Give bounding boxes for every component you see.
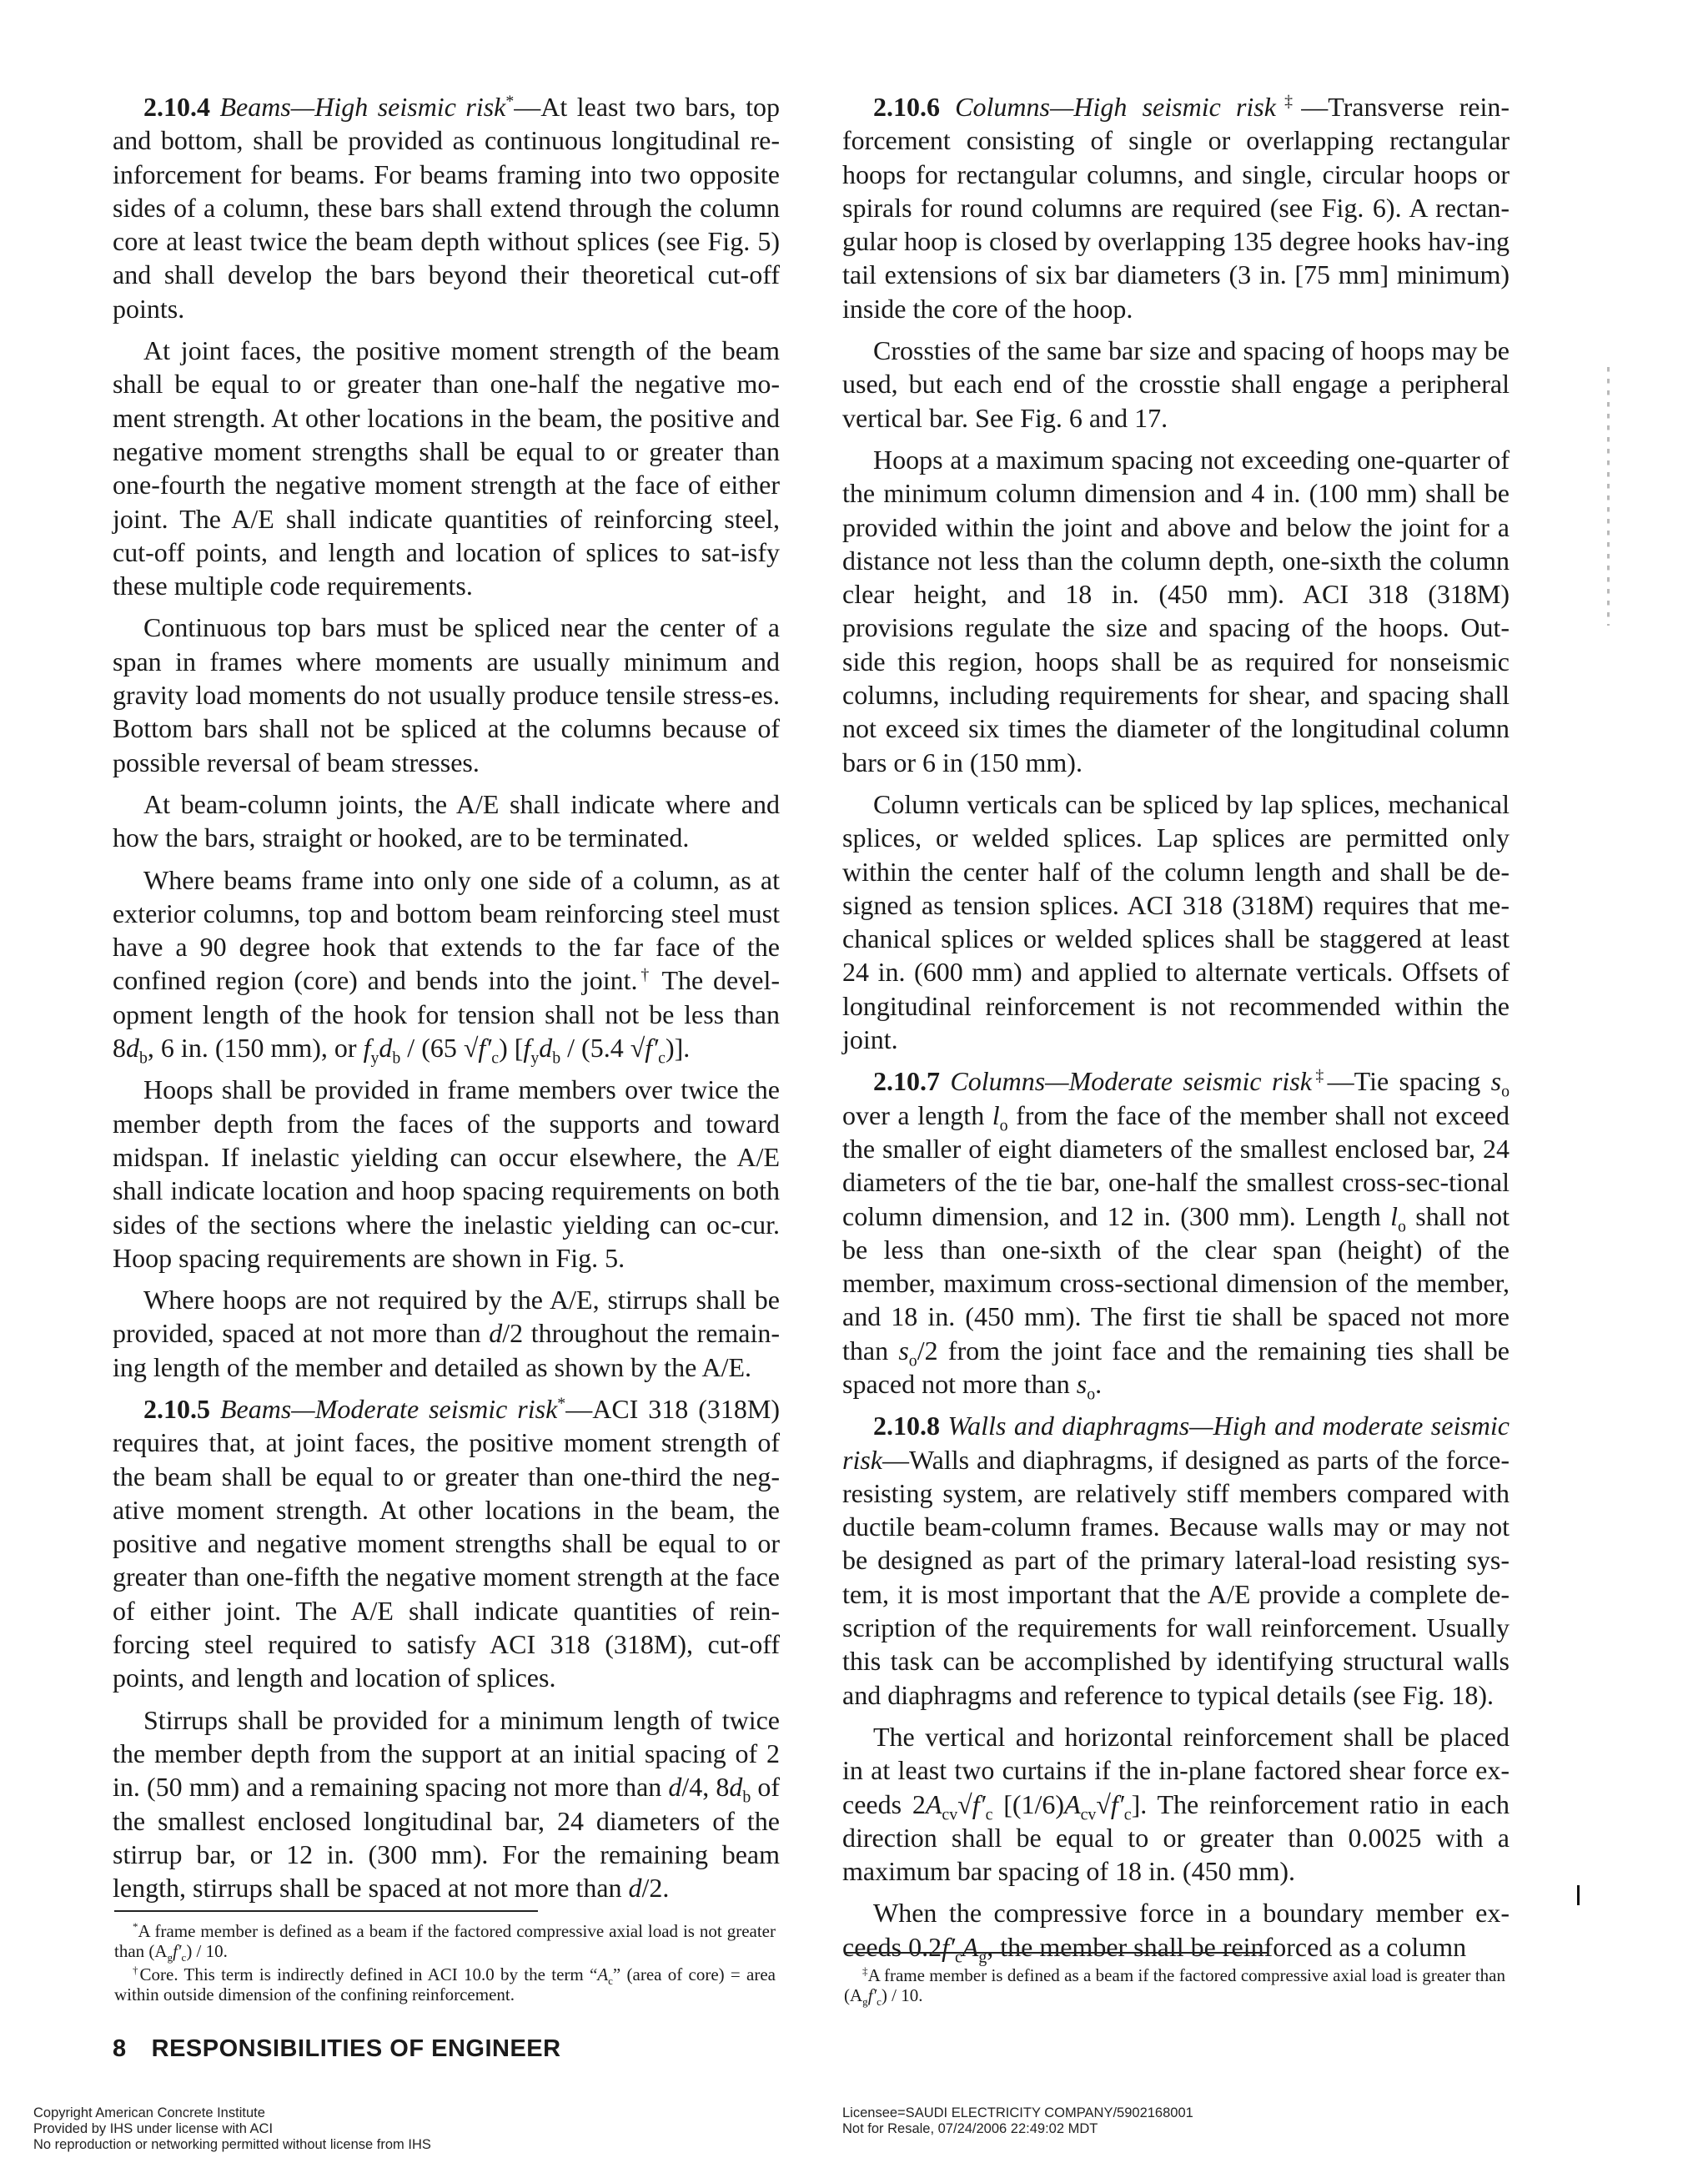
subscript: c — [608, 1974, 613, 1988]
text: / (5.4 √ — [560, 1033, 646, 1064]
license-notice — [842, 2105, 1193, 2137]
licensee-line: Licensee=SAUDI ELECTRICITY COMPANY/5902168001 — [842, 2105, 1193, 2120]
symbol: l — [992, 1099, 1000, 1130]
subscript: o — [1398, 1216, 1406, 1235]
subscript: c — [985, 1804, 993, 1823]
section-2-10-6 — [842, 90, 1510, 325]
text: /2 from the joint face and the remaining ties shall be spaced not more than — [842, 1335, 1510, 1399]
footnotes-left — [114, 1921, 776, 2008]
footnote-mark: * — [505, 92, 515, 111]
text: Where hoops are not required by the A/E, stirrups shall be provided, spaced at not more than — [113, 1285, 780, 1349]
text: shall not be less than one-sixth of the clear span (height) of the member, maximum cross-sectional dimension of the member, and 18 in. (450 mm). The first tie shall be spaced not more than — [842, 1200, 1510, 1366]
subscript: c — [877, 1995, 882, 2009]
subscript: b — [392, 1049, 401, 1068]
text: The vertical and horizontal reinforcement shall be placed in at least two curtains if the in-plane factored shear force ex-ceeds 2 — [842, 1721, 1510, 1819]
text: A frame member is defined as a beam if the factored compressive axial load is greater than (A — [844, 1965, 1506, 2005]
text: Where beams frame into only one side of a column, as at exterior columns, top and bottom beam reinforcing steel must have a 90 degree hook that extends to the far face of the confined region (core) and bends into the joint. — [113, 864, 780, 996]
subscript: b — [742, 1788, 751, 1807]
text: . — [1095, 1368, 1103, 1399]
section-text: —At least two bars, top and bottom, shall be provided as continuous longitudinal re-inforcement for beams. For beams framing into two opposite sides of a column, these bars shall extend through the column core at least twice the beam depth without splices (see Fig. 5) and shall develop the bars beyond their theoretical cut-off points. — [113, 92, 781, 324]
text: ) / 10. — [186, 1941, 228, 1961]
paragraph-vertical-horizontal-reinforcement — [842, 1720, 1510, 1888]
section-2-10-8 — [842, 1409, 1510, 1712]
symbol: f′ — [478, 1033, 492, 1064]
symbol: s — [1490, 1066, 1502, 1097]
paragraph-exterior-columns — [113, 863, 781, 1068]
page-number: 8 — [113, 2035, 127, 2062]
symbol: A — [962, 1931, 979, 1962]
subscript: o — [1501, 1082, 1510, 1101]
section-title: Columns—Moderate seismic risk — [950, 1066, 1312, 1097]
subscript: o — [999, 1116, 1008, 1134]
text: ) / 10. — [881, 1985, 923, 2005]
text: / (65 √ — [400, 1033, 479, 1064]
symbol: d — [126, 1033, 139, 1064]
subscript: g — [167, 1951, 173, 1964]
text: )]. — [665, 1033, 691, 1064]
text: When the compressive force in a boundary member ex-ceeds 0.2 — [842, 1898, 1510, 1962]
subscript: c — [491, 1049, 500, 1068]
text: —Tie spacing — [1327, 1066, 1491, 1097]
text: Core. This term is indirectly defined in ACI 10.0 by the term “ — [139, 1964, 598, 1984]
text: , 6 in. (150 mm), or — [147, 1033, 364, 1064]
symbol: A — [925, 1788, 942, 1819]
symbol: A — [597, 1964, 609, 1984]
subscript: o — [1087, 1385, 1096, 1404]
symbol: l — [1390, 1200, 1399, 1231]
text: A frame member is defined as a beam if the factored compressive axial load is not greater than (A — [114, 1921, 776, 1961]
sqrt-symbol: √ — [1096, 1788, 1111, 1819]
symbol: d — [668, 1772, 682, 1803]
symbol: d — [729, 1772, 743, 1803]
footnote-mark: ‡ — [1311, 1066, 1328, 1085]
paragraph-hoops: Hoops shall be provided in frame members over twice the member depth from the faces of the supports and toward midspan. If inelastic yielding can occur elsewhere, the A/E shall indicate location and hoop spacing requirements on both sides of the sections where the inelastic yielding can oc-cur. Hoop spacing requirements are shown in Fig. 5. — [113, 1074, 780, 1273]
subscript: c — [1123, 1804, 1132, 1823]
section-2-10-4 — [113, 90, 780, 325]
sqrt-symbol: √ — [957, 1788, 972, 1819]
section-title: Beams—Moderate seismic risk — [219, 1393, 558, 1424]
subscript: c — [181, 1951, 187, 1964]
symbol: f′ — [1110, 1788, 1124, 1819]
section-number: 2.10.4 — [143, 92, 210, 122]
section-number: 2.10.8 — [873, 1411, 940, 1441]
paragraph-stirrups-required — [113, 1283, 780, 1384]
scan-margin-mark — [1607, 367, 1610, 626]
subscript: c — [658, 1049, 666, 1068]
paragraph-joint-faces: At joint faces, the positive moment strength of the beam shall be equal to or greater than one-half the negative mo-ment strength. At other locations in the beam, the positive and negative moment strengths shall be equal to or greater than one-fourth the negative moment strength at the face of either joint. The A/E shall indicate quantities of reinforcing steel, cut-off points, and length and location of splices to sat-isfy these multiple code requirements. — [113, 335, 780, 601]
footnote-core-definition — [114, 1964, 776, 2004]
symbol: f — [523, 1033, 531, 1064]
footnote-mark: * — [133, 1920, 138, 1933]
copyright-line: Copyright American Concrete Institute — [33, 2105, 265, 2120]
paragraph-crossties: Crossties of the same bar size and spacing of hoops may be used, but each end of the crosstie shall engage a peripheral vertical bar. See Fig. 6 and 17. — [842, 335, 1510, 433]
text: of the smallest enclosed longitudinal bar, 24 diameters of the stirrup bar, or 12 in. (300 mm). For the remaining beam length, stirrups shall be spaced at not more than — [113, 1772, 781, 1904]
paragraph-stirrups-spacing — [113, 1703, 780, 1905]
paragraph-continuous-top-bars: Continuous top bars must be spliced near the center of a span in frames where moments are usually minimum and gravity load moments do not usually produce tensile stress-es. Bottom bars shall not be spliced at the columns because of possible reversal of beam stresses. — [113, 612, 780, 777]
symbol: f′ — [173, 1941, 182, 1961]
text: over a length — [842, 1099, 992, 1130]
footnote-mark: ‡ — [862, 1964, 868, 1977]
subscript: cv — [1080, 1804, 1097, 1823]
footnote-mark: † — [133, 1964, 140, 1976]
text: The devel-opment length of the hook for tension shall not be less than 8 — [113, 965, 781, 1064]
section-text: —Transverse rein-forcement consisting of single or overlapping rectangular hoops for rectangular columns, and single, circular hoops or spirals for round columns are required (see Fig. 6). A rectan-gular hoop is closed by overlapping 135 degree hooks hav-ing tail extensions of six bar diameters (3 in. [75 mm] minimum) inside the core of the hoop. — [842, 92, 1510, 324]
symbol: f′ — [867, 1985, 877, 2005]
symbol: f′ — [972, 1788, 986, 1819]
provider-line: Provided by IHS under license with ACI — [33, 2121, 274, 2136]
text: ” (area of core) = area within outside dimension of the confining reinforcement. — [114, 1964, 776, 2004]
section-text: —Walls and diaphragms, if designed as parts of the force-resisting system, are relatively stiff members compared with ductile beam-column frames. Because walls may or may not be designed as part of the primary lateral-load resisting sys-tem, it is most important that the A/E provide a complete de-scription of the requirements for wall reinforcement. Usually this task can be accomplished by identifying structural walls and diaphragms and reference to typical details (see Fig. 18). — [842, 1444, 1510, 1710]
section-title: Walls and diaphragms—High and moderate seismic risk — [842, 1411, 1510, 1475]
subscript: g — [978, 1948, 987, 1967]
footnote-column-beam-definition — [844, 1964, 1506, 2009]
section-2-10-7 — [842, 1064, 1510, 1404]
left-column — [113, 90, 780, 1913]
subscript: c — [954, 1948, 962, 1967]
subscript: y — [530, 1049, 540, 1068]
symbol: s — [1076, 1368, 1088, 1399]
footnote-mark: * — [557, 1394, 566, 1413]
text: /4, 8 — [681, 1772, 730, 1803]
paragraph-column-verticals: Column verticals can be spliced by lap splices, mechanical splices, or welded splices. Lap splices are permitted only within the center half of the column length and shall be de-signed as tension splices. ACI 318 (318M) requires that me-chanical splices or welded splices shall be staggered at least 24 in. (600 mm) and applied to alternate verticals. Offsets of longitudinal reinforcement is not recommended within the joint. — [842, 788, 1510, 1055]
footnote-beam-definition — [114, 1920, 776, 1964]
section-number: 2.10.7 — [873, 1066, 940, 1097]
symbol: f′ — [942, 1931, 955, 1962]
symbol: A — [1064, 1788, 1081, 1819]
text: , the member shall be reinforced as a column — [987, 1931, 1467, 1962]
subscript: o — [908, 1351, 917, 1371]
subscript: cv — [942, 1804, 958, 1823]
text: ]. The reinforcement ratio in each direction shall be equal to or greater than 0.0025 with a maximum bar spacing of 18 in. (450 mm). — [842, 1788, 1510, 1887]
reproduction-line: No reproduction or networking permitted without license from IHS — [33, 2137, 431, 2152]
scan-margin-bar — [1577, 1885, 1580, 1905]
subscript: y — [370, 1049, 379, 1068]
text: /2 throughout the remain-ing length of the member and detailed as shown by the A/E. — [113, 1318, 781, 1382]
symbol: d — [539, 1033, 553, 1064]
running-footer — [113, 2035, 561, 2063]
symbol: f — [363, 1033, 371, 1064]
footnotes-right — [844, 1965, 1505, 2009]
paragraph-beam-column-joints: At beam-column joints, the A/E shall indicate where and how the bars, straight or hooked, are to be terminated. — [113, 788, 780, 853]
text: /2. — [641, 1873, 670, 1904]
section-2-10-5 — [113, 1392, 780, 1695]
text: [(1/6) — [992, 1788, 1065, 1819]
right-column — [842, 90, 1510, 1972]
section-title: Beams—High seismic risk — [219, 92, 506, 122]
symbol: f′ — [645, 1033, 659, 1064]
text: ) [ — [499, 1033, 524, 1064]
subscript: g — [862, 1995, 868, 2009]
section-text: —ACI 318 (318M) requires that, at joint faces, the positive moment strength of the beam shall be equal to or greater than one-third the neg-ative moment strength. At other locations in the beam, the positive and negative moment strengths shall be equal to or greater than one-fifth the negative moment strength at the face of either joint. The A/E shall indicate quantities of rein-forcing steel required to satisfy ACI 318 (318M), cut-off points, and length and location of splices. — [113, 1393, 781, 1693]
copyright-notice — [33, 2105, 431, 2153]
running-title: RESPONSIBILITIES OF ENGINEER — [151, 2035, 561, 2062]
section-title: Columns—High seismic risk — [955, 92, 1276, 122]
paragraph-hoops-max-spacing: Hoops at a maximum spacing not exceeding one-quarter of the minimum column dimension and 4 in. (100 mm) shall be provided within the joint and above and below the joint for a distance not less than the column depth, one-sixth the column clear height, and 18 in. (450 mm). ACI 318 (318M) provisions regulate the size and spacing of the hoops. Out-side this region, hoops shall be as required for nonseismic columns, including requirements for shear, and spacing shall not exceed six times the diameter of the longitudinal column bars or 6 in (150 mm). — [842, 444, 1510, 777]
symbol: s — [898, 1335, 909, 1366]
footnote-mark: ‡ — [1275, 92, 1302, 111]
symbol: d — [379, 1033, 393, 1064]
footnote-divider — [844, 1952, 1268, 1954]
resale-line: Not for Resale, 07/24/2006 22:49:02 MDT — [842, 2121, 1098, 2136]
text: from the face of the member shall not exceed the smaller of eight diameters of the smallest enclosed bar, 24 diameters of the tie bar, one-half the smallest cross-sec-tional column dimension, and 12 in. (300 mm). Length — [842, 1099, 1510, 1231]
section-number: 2.10.5 — [143, 1393, 210, 1424]
symbol: d — [628, 1873, 642, 1904]
section-number: 2.10.6 — [873, 92, 940, 122]
text: Stirrups shall be provided for a minimum length of twice the member depth from the support at an initial spacing of 2 in. (50 mm) and a remaining spacing not more than — [113, 1704, 780, 1803]
subscript: b — [139, 1049, 148, 1068]
symbol: d — [489, 1318, 503, 1349]
footnote-mark: † — [637, 965, 653, 984]
subscript: b — [552, 1049, 561, 1068]
footnote-divider — [114, 1910, 538, 1912]
